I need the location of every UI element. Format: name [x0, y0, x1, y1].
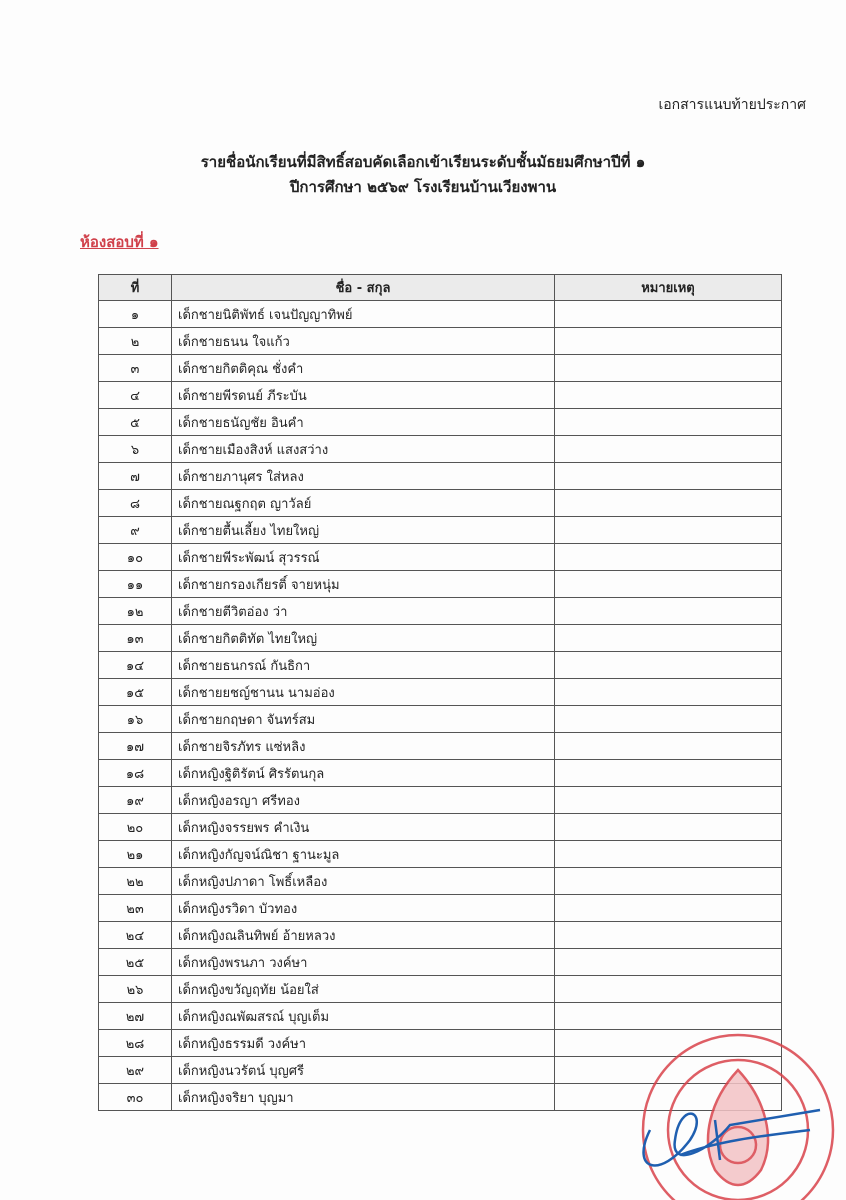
row-number: ๒๖	[99, 976, 172, 1003]
table-row	[99, 436, 782, 463]
row-remark	[555, 571, 782, 598]
table-row	[99, 976, 782, 1003]
row-name: เด็กชายตื้นเลี้ยง ไทยใหญ่	[172, 517, 555, 544]
row-name: เด็กหญิงณลินทิพย์ อ้ายหลวง	[172, 922, 555, 949]
row-remark	[555, 733, 782, 760]
row-remark	[555, 490, 782, 517]
row-remark	[555, 652, 782, 679]
row-name: เด็กชายกิตติทัต ไทยใหญ่	[172, 625, 555, 652]
row-remark	[555, 517, 782, 544]
school-stamp-and-signature	[620, 1030, 846, 1200]
table-row	[99, 544, 782, 571]
header-name: ชื่อ - สกุล	[172, 275, 555, 301]
row-name: เด็กหญิงจรรยพร คำเงิน	[172, 814, 555, 841]
row-number: ๘	[99, 490, 172, 517]
row-name: เด็กหญิงพรนภา วงค์ษา	[172, 949, 555, 976]
row-remark	[555, 760, 782, 787]
row-number: ๒	[99, 328, 172, 355]
row-remark	[555, 787, 782, 814]
row-number: ๖	[99, 436, 172, 463]
table-row	[99, 868, 782, 895]
row-name: เด็กหญิงรวิดา บัวทอง	[172, 895, 555, 922]
row-remark	[555, 436, 782, 463]
row-number: ๒๓	[99, 895, 172, 922]
row-remark	[555, 976, 782, 1003]
row-name: เด็กชายเมืองสิงห์ แสงสว่าง	[172, 436, 555, 463]
document-title-line-1: รายชื่อนักเรียนที่มีสิทธิ์สอบคัดเลือกเข้าเรียนระดับชั้นมัธยมศึกษาปีที่ ๑	[200, 153, 646, 171]
annex-label: เอกสารแนบท้ายประกาศ	[658, 97, 806, 113]
table-row	[99, 706, 782, 733]
header-remark: หมายเหตุ	[555, 275, 782, 301]
row-name: เด็กหญิงจริยา บุญมา	[172, 1084, 555, 1111]
table-row	[99, 571, 782, 598]
row-name: เด็กหญิงณพัฒสรณ์ บุญเต็ม	[172, 1003, 555, 1030]
row-number: ๑๐	[99, 544, 172, 571]
row-name: เด็กชายธนกรณ์ กันธิกา	[172, 652, 555, 679]
table-row	[99, 787, 782, 814]
row-number: ๑๕	[99, 679, 172, 706]
row-name: เด็กหญิงปภาดา โพธิ์เหลือง	[172, 868, 555, 895]
row-remark	[555, 355, 782, 382]
table-row	[99, 760, 782, 787]
row-name: เด็กชายยชญ์ชานน นามอ่อง	[172, 679, 555, 706]
row-number: ๑๔	[99, 652, 172, 679]
row-remark	[555, 1003, 782, 1030]
row-name: เด็กชายกิตติคุณ ชั่งคำ	[172, 355, 555, 382]
table-row	[99, 409, 782, 436]
table-row	[99, 814, 782, 841]
row-remark	[555, 814, 782, 841]
row-name: เด็กหญิงขวัญฤทัย น้อยใส่	[172, 976, 555, 1003]
row-name: เด็กหญิงกัญจน์ณิชา ฐานะมูล	[172, 841, 555, 868]
table-row	[99, 895, 782, 922]
row-name: เด็กชายณฐกฤต ญาวัลย์	[172, 490, 555, 517]
row-remark	[555, 301, 782, 328]
row-remark	[555, 679, 782, 706]
table-row	[99, 517, 782, 544]
table-row	[99, 652, 782, 679]
row-name: เด็กชายธนน ใจแก้ว	[172, 328, 555, 355]
table-row	[99, 679, 782, 706]
row-remark	[555, 895, 782, 922]
row-name: เด็กชายพีระพัฒน์ สุวรรณ์	[172, 544, 555, 571]
row-number: ๗	[99, 463, 172, 490]
table-row	[99, 355, 782, 382]
student-table	[98, 274, 782, 1111]
row-name: เด็กชายกฤษดา จันทร์สม	[172, 706, 555, 733]
row-name: เด็กหญิงนวรัตน์ บุญศรี	[172, 1057, 555, 1084]
document-title-line-2: ปีการศึกษา ๒๕๖๙ โรงเรียนบ้านเวียงพาน	[289, 178, 557, 196]
row-remark	[555, 328, 782, 355]
table-header-row	[99, 275, 782, 301]
table-row	[99, 949, 782, 976]
row-number: ๓	[99, 355, 172, 382]
row-number: ๑๒	[99, 598, 172, 625]
row-number: ๒๔	[99, 922, 172, 949]
table-row	[99, 598, 782, 625]
row-name: เด็กชายภานุศร ใส่หลง	[172, 463, 555, 490]
table-row	[99, 625, 782, 652]
table-row	[99, 301, 782, 328]
school-stamp	[643, 1035, 833, 1200]
row-name: เด็กหญิงธรรมดี วงค์ษา	[172, 1030, 555, 1057]
row-number: ๓๐	[99, 1084, 172, 1111]
row-remark	[555, 841, 782, 868]
row-number: ๑๖	[99, 706, 172, 733]
row-name: เด็กหญิงอรญา ศรีทอง	[172, 787, 555, 814]
row-number: ๔	[99, 382, 172, 409]
table-row	[99, 1003, 782, 1030]
row-remark	[555, 382, 782, 409]
row-number: ๒๗	[99, 1003, 172, 1030]
row-remark	[555, 706, 782, 733]
row-number: ๒๘	[99, 1030, 172, 1057]
exam-room-label: ห้องสอบที่ ๑	[80, 233, 159, 251]
row-remark	[555, 922, 782, 949]
row-remark	[555, 409, 782, 436]
table-row	[99, 733, 782, 760]
row-remark	[555, 598, 782, 625]
row-remark	[555, 868, 782, 895]
row-number: ๑๘	[99, 760, 172, 787]
header-number: ที่	[99, 275, 172, 301]
row-name: เด็กหญิงฐิติรัตน์ ศิรรัตนกุล	[172, 760, 555, 787]
row-number: ๑๙	[99, 787, 172, 814]
row-number: ๒๒	[99, 868, 172, 895]
row-name: เด็กชายนิติพัทธ์ เจนปัญญาทิพย์	[172, 301, 555, 328]
row-name: เด็กชายกรองเกียรติ์ จายหนุ่ม	[172, 571, 555, 598]
row-number: ๑๗	[99, 733, 172, 760]
row-remark	[555, 544, 782, 571]
row-name: เด็กชายจิรภัทร แซ่หลิง	[172, 733, 555, 760]
table-row	[99, 841, 782, 868]
row-number: ๒๐	[99, 814, 172, 841]
row-number: ๒๕	[99, 949, 172, 976]
row-number: ๙	[99, 517, 172, 544]
row-number: ๑	[99, 301, 172, 328]
table-row	[99, 463, 782, 490]
table-row	[99, 328, 782, 355]
row-number: ๑๓	[99, 625, 172, 652]
row-number: ๕	[99, 409, 172, 436]
table-row	[99, 490, 782, 517]
table-row	[99, 382, 782, 409]
row-number: ๒๑	[99, 841, 172, 868]
row-name: เด็กชายธนัญชัย อินคำ	[172, 409, 555, 436]
table-row	[99, 922, 782, 949]
row-remark	[555, 949, 782, 976]
row-name: เด็กชายพีรดนย์ ภีระบัน	[172, 382, 555, 409]
row-number: ๑๑	[99, 571, 172, 598]
row-remark	[555, 625, 782, 652]
row-name: เด็กชายตีวิตอ่อง ว่า	[172, 598, 555, 625]
row-number: ๒๙	[99, 1057, 172, 1084]
row-remark	[555, 463, 782, 490]
